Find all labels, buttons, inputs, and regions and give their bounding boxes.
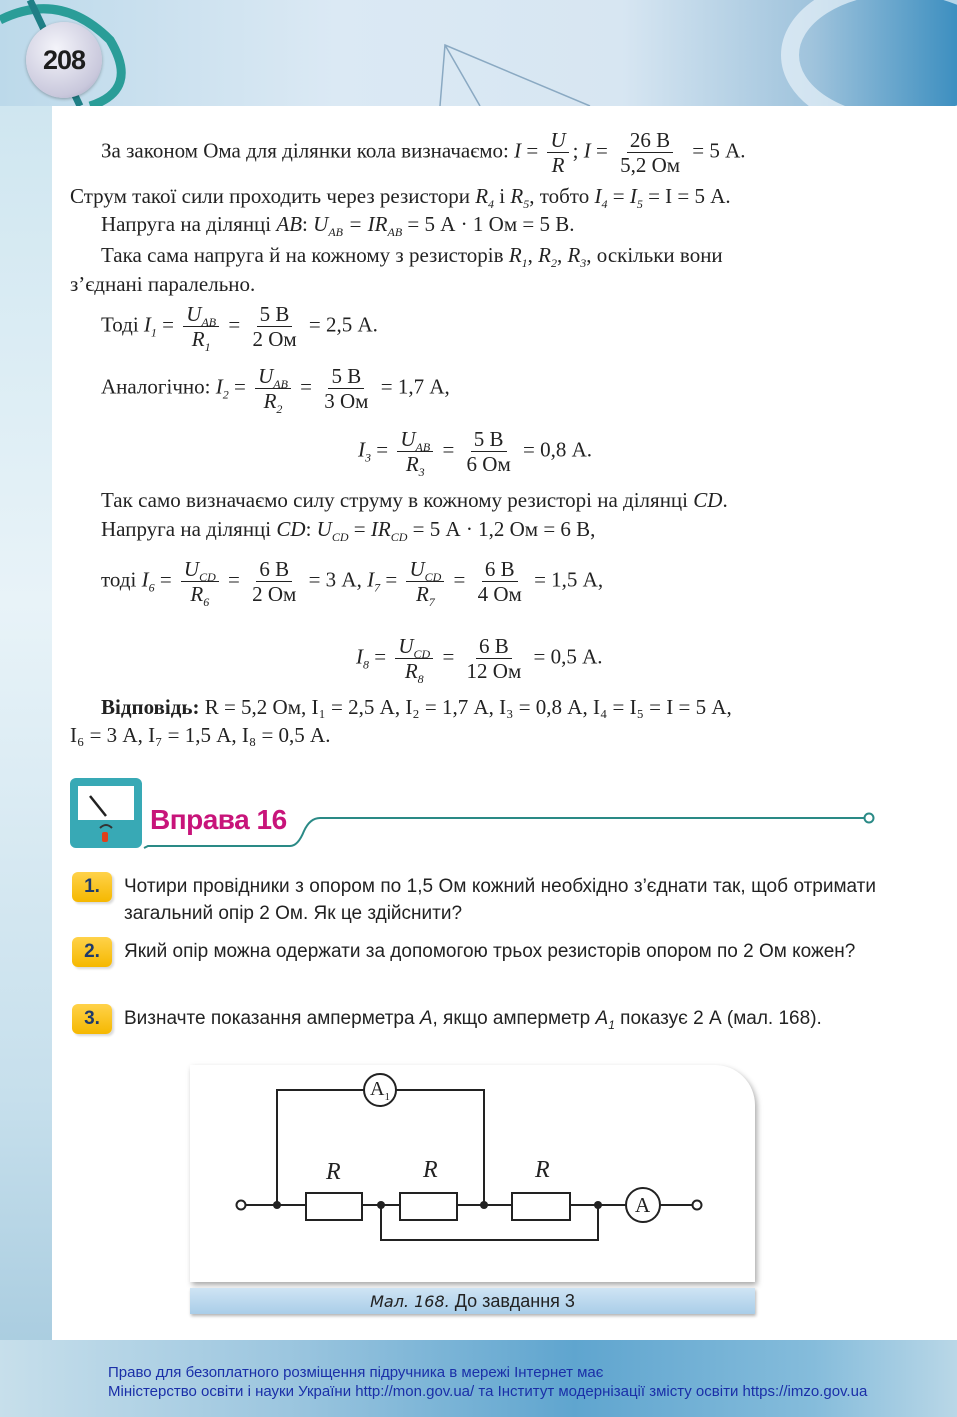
solution-line-12: $I_8$ = $U_{CD}$ $R_8$ = 6 В 12 Ом = 0,5 А. bbox=[356, 634, 603, 687]
header-decoration bbox=[0, 0, 957, 106]
resistor-2 bbox=[400, 1193, 457, 1220]
answer-line-1: Відповідь: R = 5,2 Ом, I₁ = 2,5 А, I₂ = 1,7 А, I₃ = 0,8 А, I₄ = I₅ = I = 5 А, bbox=[101, 695, 732, 719]
figure-168-circuit bbox=[190, 1065, 755, 1282]
resistor-label: R bbox=[326, 1159, 341, 1185]
solution-line-7: Аналогічно: $I_2$ = $U_{AB}$ $R_2$ = 5 В 3 Ом = 1,7 А, bbox=[101, 364, 450, 417]
terminal-left bbox=[237, 1201, 246, 1210]
answer-line-2: I₆ = 3 А, I₇ = 1,5 А, I₈ = 0,5 А. bbox=[70, 723, 331, 747]
page-header-banner bbox=[0, 0, 957, 106]
ammeter-a1-label: $A_1$ bbox=[370, 1078, 390, 1103]
task-1-text: Чотири провідники з опором по 1,5 Ом кожний необхідно з’єднати так, щоб отримати загальний опір 2 Ом. Як це здійснити? bbox=[124, 876, 876, 924]
solution-line-8: $I_3$ = $U_{AB}$ $R_3$ = 5 В 6 Ом = 0,8 А. bbox=[358, 427, 593, 480]
solution-line-4: Така сама напруга й на кожному з резисторів $R_1$, $R_2$, $R_3$, оскільки вони bbox=[101, 243, 723, 270]
page-number: 208 bbox=[26, 22, 102, 98]
terminal-right bbox=[693, 1201, 702, 1210]
resistor-3 bbox=[512, 1193, 570, 1220]
exercise-title: Вправа 16 bbox=[150, 804, 287, 835]
solution-line-2: Струм такої сили проходить через резистори $R_4$ і $R_5$, тобто $I_4 = I_5 = I = 5$ А. bbox=[70, 184, 731, 211]
solution-line-9: Так само визначаємо силу струму в кожному резисторі на ділянці CD. bbox=[101, 488, 728, 512]
circuit-diagram bbox=[190, 1065, 755, 1282]
task-number-badge: 2. bbox=[72, 937, 112, 967]
footer-line-1: Право для безоплатного розміщення підручника в мережі Інтернет має bbox=[108, 1364, 604, 1381]
task-2-text: Який опір можна одержати за допомогою трьох резисторів опором по 2 Ом кожен? bbox=[124, 941, 856, 962]
resistor-label: R bbox=[535, 1157, 550, 1183]
solution-line-6: Тоді $I_1$ = $U_{AB}$ $R_1$ = 5 В 2 Ом = 2,5 А. bbox=[101, 302, 378, 355]
ammeter-a-label: A bbox=[635, 1193, 651, 1217]
resistor-1 bbox=[306, 1193, 362, 1220]
solution-line-3: Напруга на ділянці AB: $U_{AB} = IR_{AB} = 5$ А · 1 Ом = 5 В. bbox=[101, 212, 575, 239]
task-number-badge: 1. bbox=[72, 872, 112, 902]
solution-line-1: За законом Ома для ділянки кола визначаємо: I = $\frac{U}{R}$ ; I = 26 В 5,2 Ом = 5 А. bbox=[101, 128, 746, 178]
task-3-text: Визначте показання амперметра A, якщо амперметр $A_1$ показує 2 А (мал. 168). bbox=[124, 1008, 822, 1032]
solution-line-5: з’єднані паралельно. bbox=[70, 272, 256, 296]
ammeter-icon bbox=[70, 778, 142, 848]
answer-label: Відповідь: bbox=[101, 695, 200, 719]
task-number-badge: 3. bbox=[72, 1004, 112, 1034]
resistor-label: R bbox=[423, 1157, 438, 1183]
figure-caption: Мал. 168. До завдання 3 bbox=[190, 1288, 755, 1314]
footer-line-2: Міністерство освіти і науки України http://mon.gov.ua/ та Інститут модернізації змісту освіти https://imzo.gov.ua bbox=[108, 1383, 868, 1400]
solution-line-11: тоді $I_6$ = $U_{CD}$ $R_6$ = 6 В 2 Ом = 3 А, $I_7$ = $U_{CD}$ $R_7$ = 6 В 4 Ом = 1,5 А, bbox=[101, 557, 604, 610]
left-decorative-strip bbox=[0, 106, 52, 1346]
solution-line-10: Напруга на ділянці CD: $U_{CD} = IR_{CD} = 5$ А · 1,2 Ом = 6 В, bbox=[101, 517, 596, 544]
